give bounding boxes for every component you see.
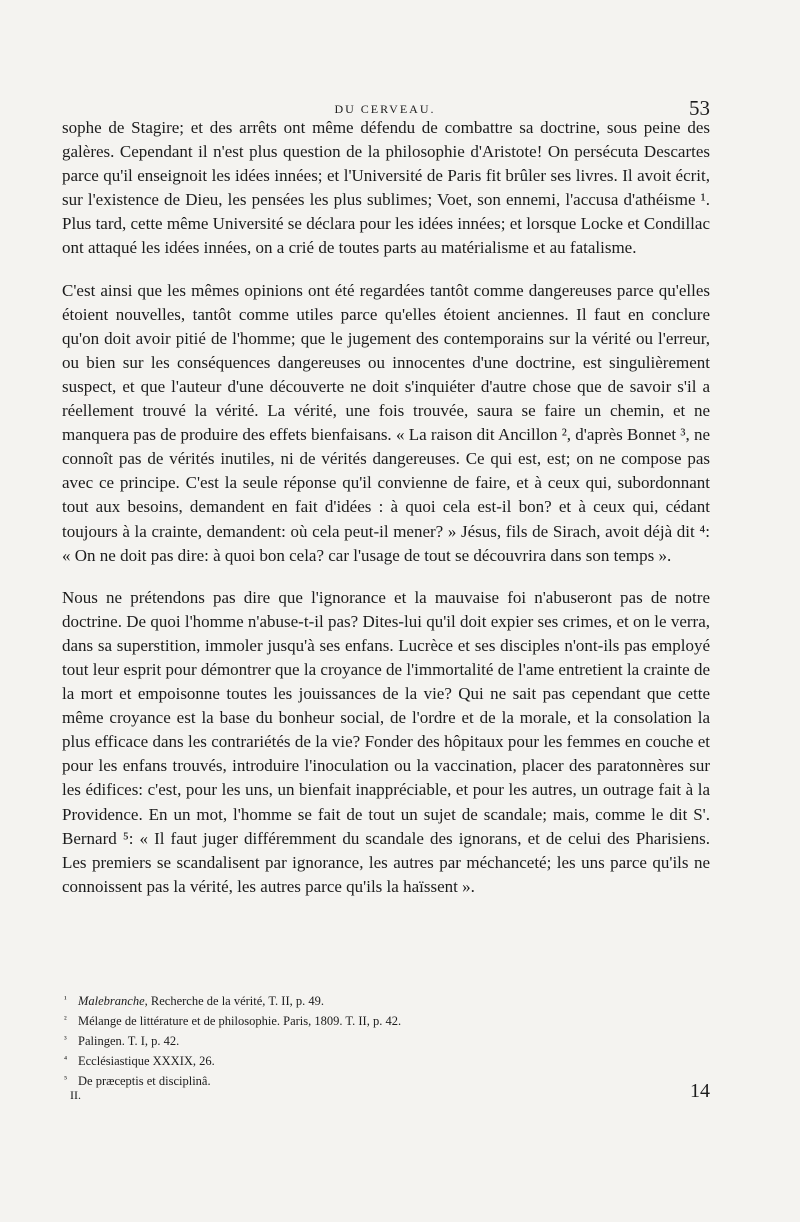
footnotes xyxy=(64,990,704,1090)
gathering-number: 14 xyxy=(690,1080,710,1102)
footnote-mark: ³ xyxy=(64,1034,67,1044)
footnote xyxy=(64,1010,704,1030)
footnote xyxy=(64,990,704,1010)
paragraph: Nous ne prétendons pas dire que l'ignorance et la mauvaise foi n'abuseront pas de notre doctrine. De quoi l'homme n'abuse-t-il pas? Dites-lui qu'il doit expier ses crimes, et on le verra, dans sa superstition, immoler jusqu'à ses enfans. Lucrèce et ses disciples n'ont-ils pas employé tout leur esprit pour démontrer que la croyance de l'immortalité de l'ame entretient la crainte de la mort et empoisonne toutes les jouissances de la vie? Qui ne sait pas cependant que cette même croyance est la base du bonheur social, de l'ordre et de la morale, et la consolation la plus efficace dans les contrariétés de la vie? Fonder des hôpitaux pour les femmes en couche et pour les enfans trouvés, introduire l'inoculation ou la vaccination, placer des paratonnères sur les édifices: c'est, pour les uns, un bienfait inappréciable, et pour les autres, un outrage fait à la Providence. En un mot, l'homme se fait de tout un sujet de scandale; mais, comme le dit S'. Bernard ⁵: « Il faut juger différemment du scandale des ignorans, et de celui des Pharisiens. Les premiers se scandalisent par ignorance, les autres par méchanceté; les uns parce qu'ils ne connoissent pas la vérité, les autres parce qu'ils la haïssent ». xyxy=(62,587,710,896)
signature-mark: II. xyxy=(70,1088,81,1102)
page-number: 53 xyxy=(689,96,710,120)
page-footer xyxy=(70,1080,710,1106)
footnote-text: Mélange de littérature et de philosophie. Paris, 1809. T. II, p. 42. xyxy=(78,1014,402,1028)
footnote-mark: ⁵ xyxy=(64,1074,68,1084)
footnote-text: , Recherche de la vérité, T. II, p. 49. xyxy=(144,994,324,1008)
paragraph: C'est ainsi que les mêmes opinions ont été regardées tantôt comme dangereuses parce qu'elles étoient nouvelles, tantôt comme utiles parce qu'elles étoient anciennes. Il faut en conclure qu'on doit avoir pitié de l'homme; que le jugement des contemporains sur la vérité ou l'erreur, ou bien sur les conséquences dangereuses ou innocentes d'une doctrine, est singulièrement suspect, et que l'auteur d'une découverte ne doit s'inquiéter d'autre chose que de savoir s'il a réellement trouvé la vérité. La vérité, une fois trouvée, saura se faire un chemin, et ne manquera pas de produire des effets bienfaisans. « La raison dit Ancillon ², d'après Bonnet ³, ne connoît pas de vérités inutiles, ni de vérités dangereuses. Ce qui est, est; on ne compose pas avec ce principe. C'est la seule réponse qu'il convienne de faire, et à ceux qui, subordonnant tout aux besoins, demandent en fait d'idées : à quoi cela est-il bon? et à ceux qui, cédant toujours à la crainte, demandent: où cela peut-il mener? » Jésus, fils de Sirach, avoit déjà dit ⁴: « On ne doit pas dire: à quoi bon cela? car l'usage de tout se découvrira dans son temps ». xyxy=(62,280,710,565)
footnote-text: Ecclésiastique XXXIX, 26. xyxy=(78,1054,215,1068)
footnote xyxy=(64,1050,704,1070)
body-text xyxy=(62,116,710,899)
footnote-mark: ² xyxy=(64,1014,67,1024)
running-title: DU CERVEAU. xyxy=(334,102,436,116)
footnote-text: De præceptis et disciplinâ. xyxy=(78,1074,211,1088)
paragraph: sophe de Stagire; et des arrêts ont même défendu de combattre sa doctrine, sous peine des galères. Cependant il n'est plus question de la philosophie d'Aristote! On persécuta Descartes parce qu'il enseignoit les idées innées; et l'Université de Paris fit brûler ses livres. Il avoit écrit, sur l'existence de Dieu, les pensées les plus sublimes; Voet, son ennemi, l'accusa d'athéisme ¹. Plus tard, cette même Université se déclara pour les idées innées; et lorsque Locke et Condillac ont attaqué les idées innées, on a crié de toutes parts au matérialisme et au fatalisme. xyxy=(62,118,710,258)
footnote-text: Palingen. T. I, p. 42. xyxy=(78,1034,180,1048)
footnote-mark: ¹ xyxy=(64,994,67,1004)
footnote-mark: ⁴ xyxy=(64,1054,68,1064)
footnote xyxy=(64,1030,704,1050)
footnote-author: Malebranche xyxy=(78,994,145,1008)
